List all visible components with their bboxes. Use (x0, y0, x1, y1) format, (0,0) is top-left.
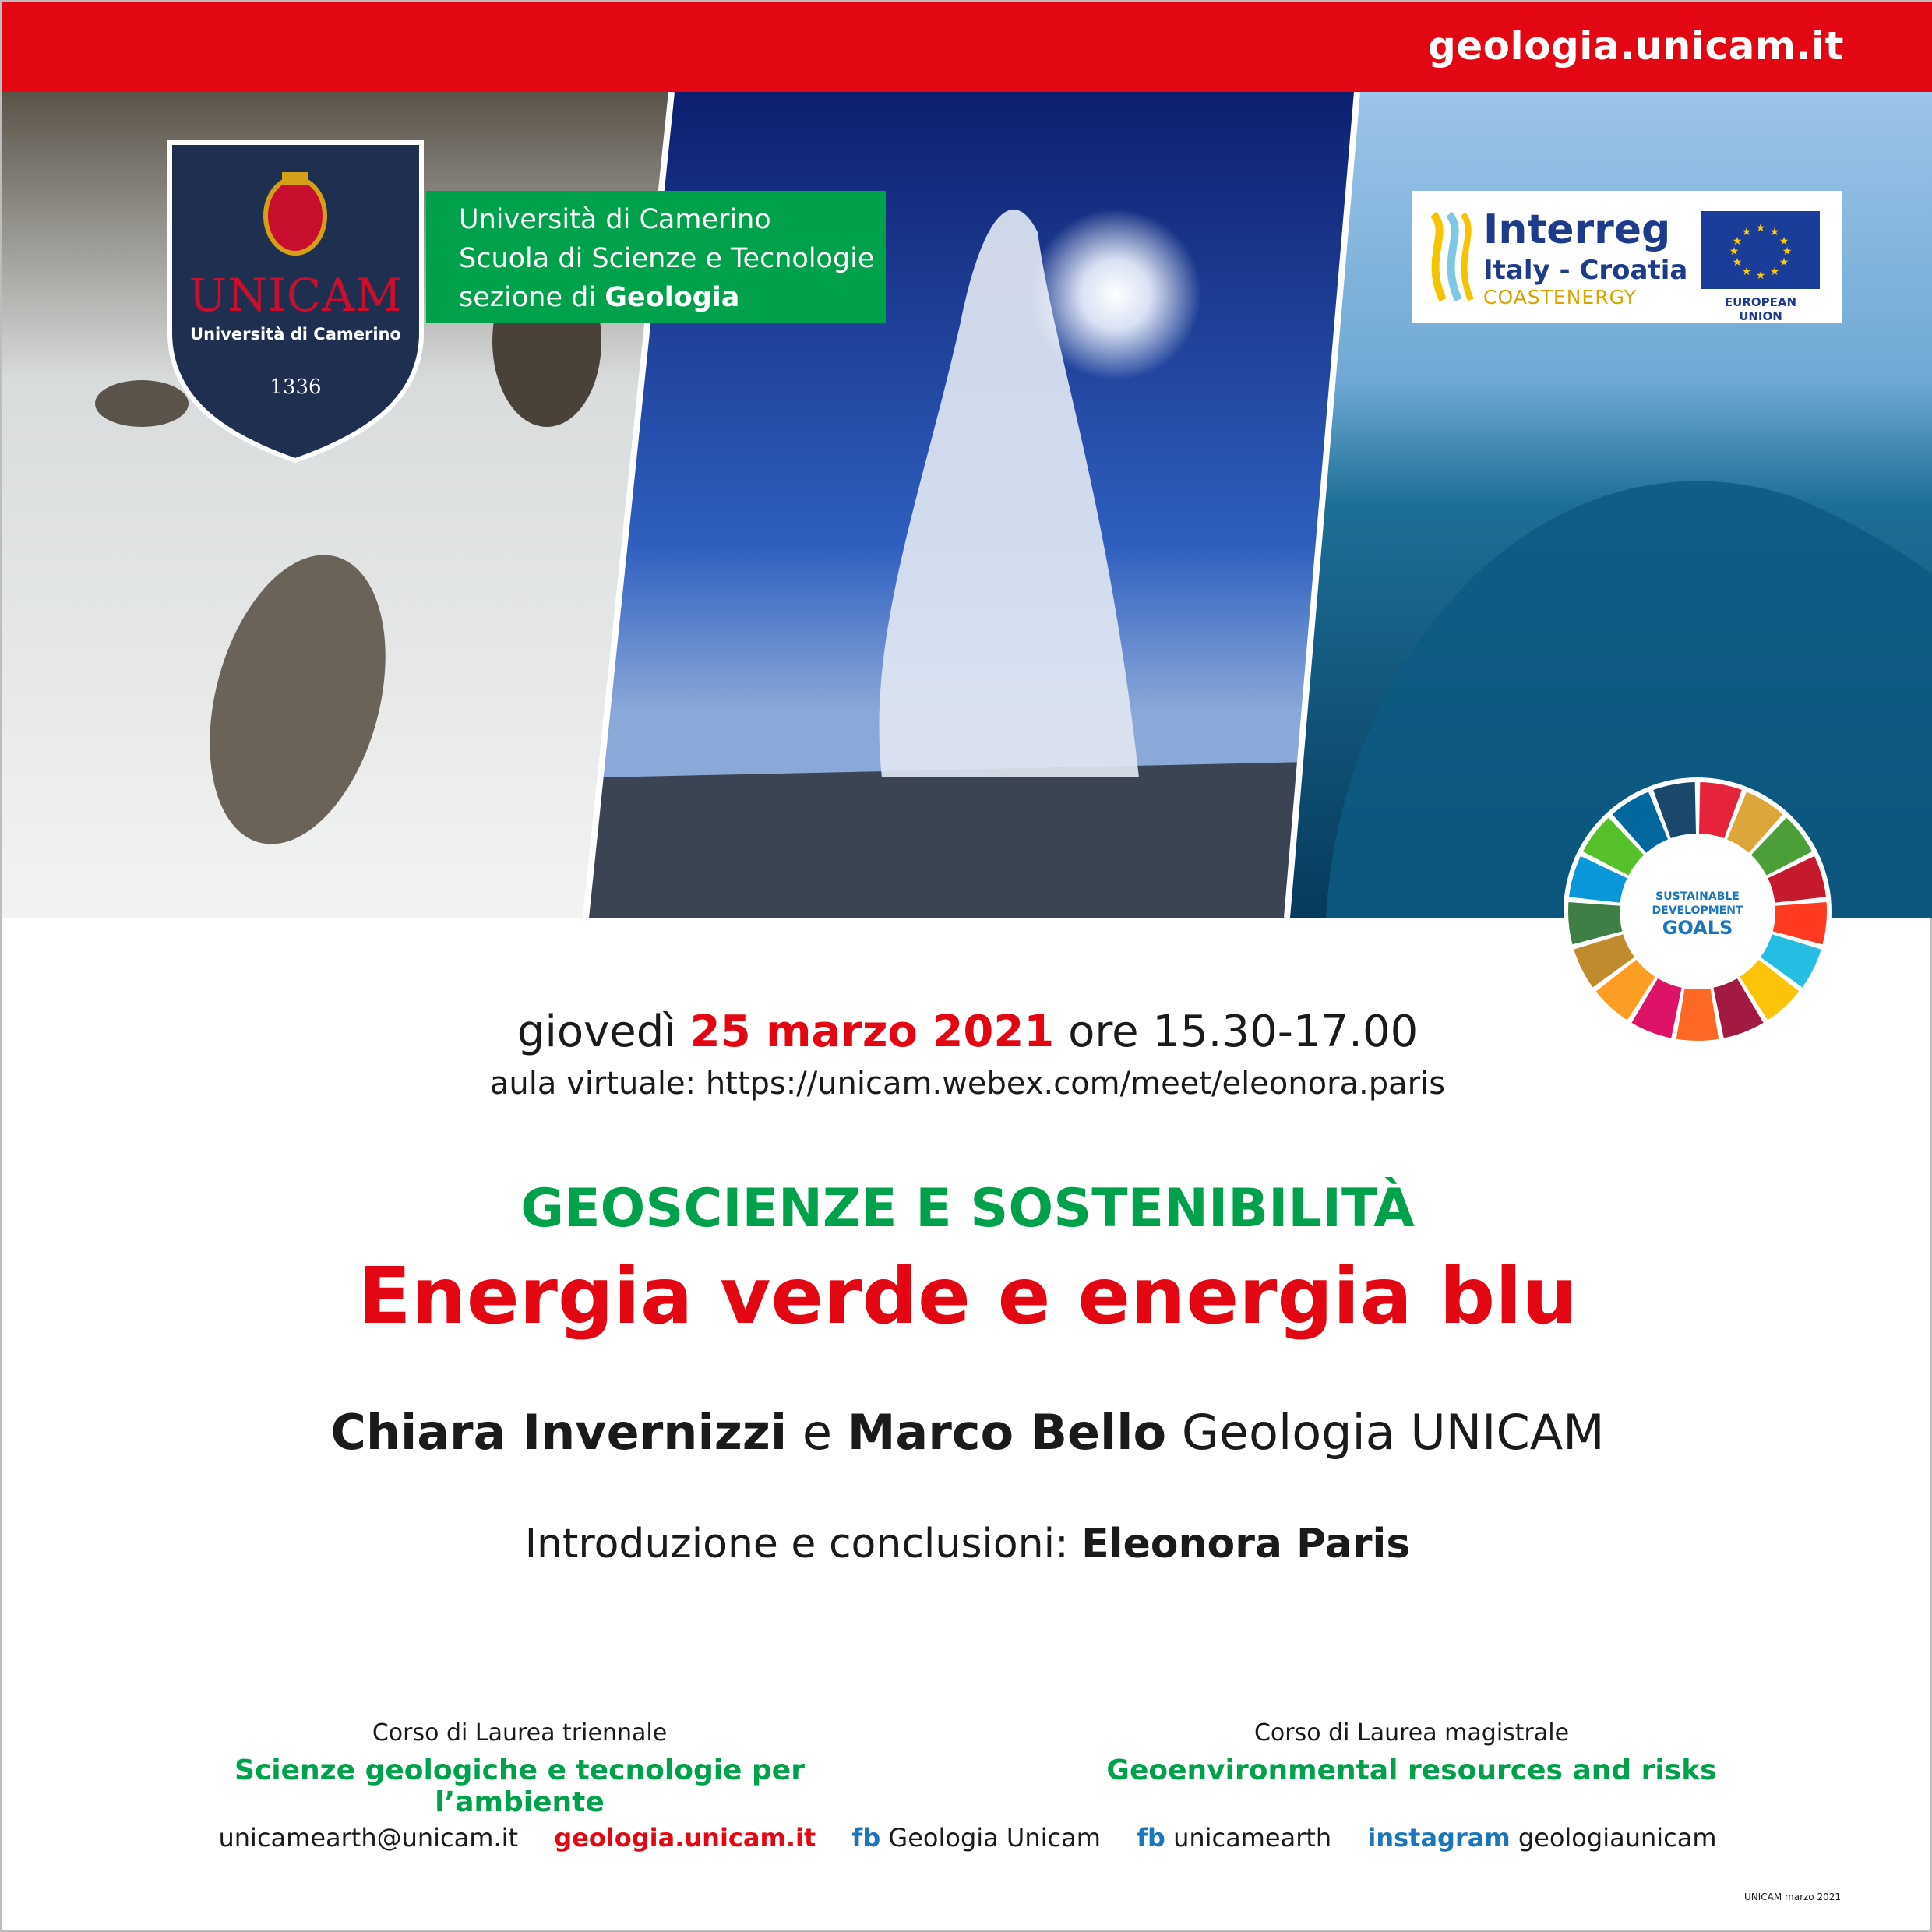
institution-line1: Università di Camerino (459, 204, 771, 235)
event-title: Energia verde e energia blu (358, 1250, 1578, 1341)
svg-text:★: ★ (1729, 245, 1740, 258)
fb-label: fb (851, 1823, 881, 1853)
course-name: Geoenvironmental resources and risks (1106, 1754, 1717, 1786)
contacts-line (2, 1823, 1932, 1853)
interreg-logo (1412, 191, 1842, 323)
course-master (1092, 1719, 1731, 1786)
interreg-title: Interreg (1483, 206, 1671, 253)
course-level: Corso di Laurea triennale (372, 1719, 668, 1747)
eu-label: EUROPEAN UNION (1724, 295, 1797, 323)
sun (1030, 209, 1201, 380)
course-level: Corso di Laurea magistrale (1253, 1719, 1570, 1747)
speakers-conjunction: e (787, 1404, 848, 1461)
contact-fb2[interactable] (1137, 1823, 1331, 1853)
event-date: 25 marzo 2021 (689, 1007, 1055, 1057)
sdg-line2: DEVELOPMENT (1652, 904, 1743, 917)
interreg-stripes-icon (1427, 210, 1474, 304)
interreg-subtitle: Italy - Croatia (1483, 255, 1688, 286)
svg-text:★: ★ (1779, 235, 1789, 248)
svg-text:★: ★ (1732, 235, 1743, 248)
svg-text:★: ★ (1741, 266, 1752, 278)
unicam-university: Università di Camerino (190, 325, 401, 344)
speakers-line (2, 1404, 1932, 1461)
svg-text:★: ★ (1782, 245, 1793, 258)
virtual-room-link[interactable]: aula virtuale: https://unicam.webex.com/meet/eleonora.paris (489, 1066, 1446, 1102)
fb1-name: Geologia Unicam (888, 1823, 1101, 1853)
svg-text:★: ★ (1769, 226, 1780, 238)
institution-label (426, 191, 886, 323)
svg-text:★: ★ (1732, 256, 1743, 269)
svg-text:★: ★ (1755, 270, 1766, 282)
intro-line (2, 1521, 1932, 1567)
unicam-wordmark: UNICAM (189, 269, 403, 322)
footnote: UNICAM marzo 2021 (1743, 1891, 1841, 1902)
fb2-name: unicamearth (1173, 1823, 1332, 1853)
event-kicker: GEOSCIENZE E SOSTENIBILITÀ (520, 1178, 1415, 1239)
instagram-label: instagram (1367, 1823, 1511, 1853)
contact-site[interactable]: geologia.unicam.it (554, 1823, 816, 1853)
course-name: Scienze geologiche e tecnologie per l’ambiente (234, 1754, 805, 1818)
svg-text:★: ★ (1741, 226, 1752, 238)
contact-fb1[interactable] (851, 1823, 1100, 1853)
instagram-name: geologiaunicam (1518, 1823, 1717, 1853)
svg-text:★: ★ (1779, 256, 1789, 269)
sdg-line1: SUSTAINABLE (1655, 890, 1740, 903)
institution-line3-prefix: sezione di (459, 282, 605, 313)
fb-label: fb (1137, 1823, 1165, 1853)
event-day: giovedì (516, 1007, 690, 1057)
contact-email[interactable]: unicamearth@unicam.it (218, 1823, 519, 1853)
institution-line2: Scuola di Scienze e Tecnologie (459, 243, 875, 274)
intro-name: Eleonora Paris (1081, 1521, 1411, 1567)
speaker-2: Marco Bello (847, 1404, 1167, 1461)
event-date-line (2, 1007, 1932, 1057)
contact-instagram[interactable] (1367, 1823, 1716, 1853)
ground (586, 762, 1310, 918)
svg-text:★: ★ (1769, 266, 1780, 278)
speakers-affiliation: Geologia UNICAM (1166, 1404, 1605, 1461)
svg-text:★: ★ (1755, 222, 1766, 234)
unicam-logo (165, 138, 426, 465)
speaker-1: Chiara Invernizzi (330, 1404, 788, 1461)
event-time: ore 15.30-17.00 (1054, 1007, 1419, 1057)
interreg-project: COASTENERGY (1483, 286, 1637, 308)
unicam-year: 1336 (270, 375, 322, 399)
institution-line3 (459, 278, 886, 317)
sdg-line3: GOALS (1662, 917, 1733, 939)
eu-flag-icon (1701, 211, 1820, 289)
header-site-link[interactable]: geologia.unicam.it (1427, 23, 1844, 69)
course-bachelor (181, 1719, 858, 1818)
institution-line3-bold: Geologia (605, 282, 740, 313)
intro-label: Introduzione e conclusioni: (524, 1521, 1082, 1567)
top-bar (2, 2, 1932, 92)
